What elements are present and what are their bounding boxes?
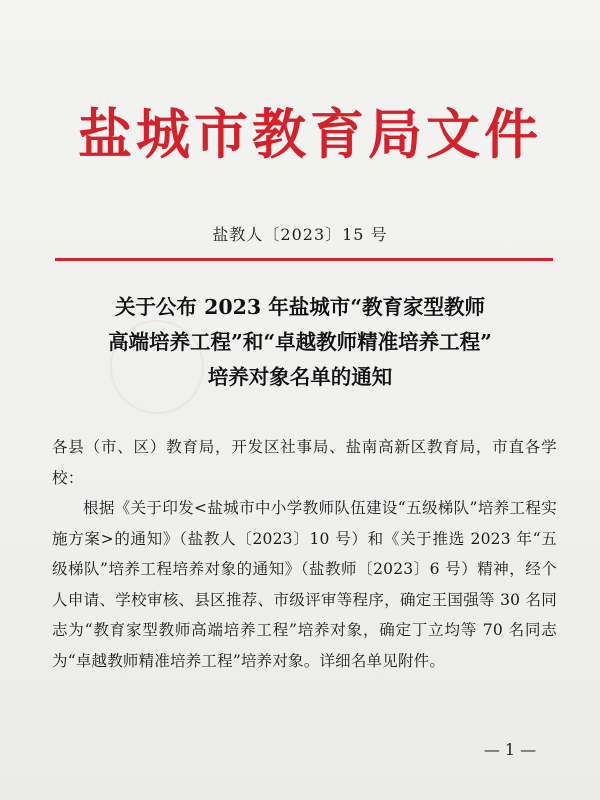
document-title [40,290,560,395]
title-line-3: 培养对象名单的通知 [207,365,393,389]
title-line-1: 关于公布 2023 年盐城市“教育家型教师 [114,295,486,319]
document-number: 盐教人〔2023〕15 号 [212,225,388,244]
page-number: — 1 — [483,740,537,759]
addressee-line: 各县（市、区）教育局，开发区社事局、盐南高新区教育局，市直各学校： [52,438,557,487]
red-separator-line [55,258,553,261]
title-line-2: 高端培养工程”和“卓越教师精准培养工程” [108,330,492,354]
document-body [52,432,557,676]
masthead-title: 盐城市教育局文件 [78,103,542,166]
body-paragraph: 根据《关于印发<盐城市中小学教师队伍建设“五级梯队”培养工程实施方案>的通知》（盐教人〔2023〕10 号）和《关于推选 2023 年“五级梯队”培养工程培养对象的通知》（盐教师〔2023〕6 号）精神，经个人申请、学校审核、县区推荐、市级评审等程序，确定王国强等 30 名同志为“教育家型教师高端培养工程”培养对象，确定丁立均等 70 名同志为“卓越教师精准培养工程”培养对象。详细名单见附件。 [52,499,557,670]
